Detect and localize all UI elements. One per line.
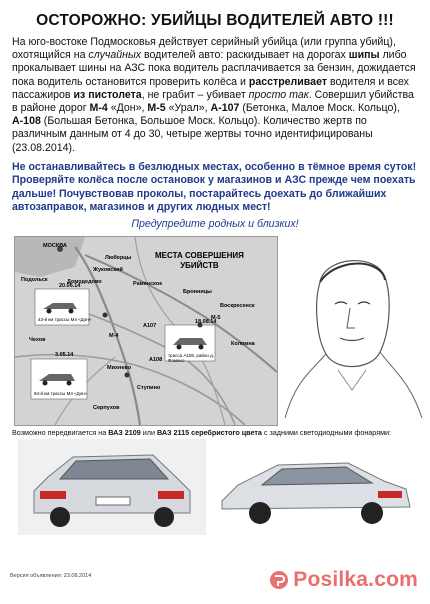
map-label: Домодедово bbox=[67, 279, 102, 286]
map-label: Серпухов bbox=[93, 405, 120, 412]
incident-date: 3.05.14 bbox=[55, 352, 74, 359]
caption-bold: ВАЗ 2109 bbox=[108, 428, 141, 438]
incident-date: 18.08.14 bbox=[195, 319, 217, 326]
version-note: Версия объявления: 23.08.2014 bbox=[10, 573, 92, 579]
intro-text: водителей авто: раскидывает на дорогах bbox=[141, 49, 349, 62]
map-label: Жуковский bbox=[93, 267, 123, 274]
map-label: Люберцы bbox=[105, 255, 132, 262]
road-label: А108 bbox=[149, 357, 163, 364]
intro-paragraph bbox=[12, 36, 418, 155]
intro-emphasis: просто так bbox=[248, 88, 309, 101]
intro-text: «Урал», bbox=[165, 102, 211, 115]
suspect-sketch bbox=[280, 242, 426, 418]
map-label: Чехов bbox=[29, 337, 46, 344]
map-label: Ступино bbox=[137, 385, 161, 392]
intro-text: (Большая Бетонка, Большое Моск. Кольцо). Количество жертв по различным данным от 4 до 30, четыре жертвы точно идентифицированы (23.08.2014). bbox=[12, 115, 373, 154]
warning-text: Не останавливайтесь в безлюдных местах, особенно в тёмное время суток! Проверяйте колёса после остановок у магазинов и АЗС прежде чем поехать дальше! Почувствовав проколы, постарайтесь доехать до ближайших автозаправок, магазинов и других людных мест! bbox=[12, 160, 417, 214]
page-title: ОСТОРОЖНО: УБИЙЦЫ ВОДИТЕЛЕЙ АВТО !!! bbox=[36, 12, 394, 29]
intro-text: (Бетонка, Малое Моск. Кольцо), bbox=[239, 102, 400, 115]
cars-row bbox=[12, 439, 418, 535]
intro-bold: А-108 bbox=[12, 115, 41, 128]
intro-bold: шипы bbox=[348, 49, 380, 62]
caption-text: с задними светодиодными фонарями: bbox=[261, 428, 392, 438]
intro-text: «Дон», bbox=[107, 102, 148, 115]
map-title-line: МЕСТА СОВЕРШЕНИЯ bbox=[155, 251, 244, 261]
posilka-logo-icon bbox=[269, 570, 289, 590]
car-caption bbox=[12, 428, 418, 437]
intro-text: либо прокалывает шины на АЗС пока водитель расплачивается за бензин, дожидается пока водитель остановится проверить колёса и bbox=[12, 49, 416, 88]
intro-text: . Совершил убийства в районе дорог bbox=[12, 88, 414, 115]
map-label: Бронницы bbox=[183, 289, 212, 296]
map-label: Воскресенск bbox=[220, 303, 255, 310]
crime-map bbox=[14, 236, 278, 426]
caption-text: или bbox=[140, 428, 157, 438]
intro-bold: расстреливает bbox=[248, 75, 328, 88]
sketch-graphic bbox=[280, 242, 426, 418]
incident-place: 84-й км трассы М4 «Дон» bbox=[34, 391, 88, 397]
map-label: Подольск bbox=[21, 277, 48, 284]
map-label: Раменское bbox=[133, 281, 163, 288]
incident-date: 20.06.14 bbox=[59, 283, 81, 290]
road-label: М-5 bbox=[211, 315, 221, 322]
images-row bbox=[12, 236, 418, 426]
intro-bold: М-4 bbox=[89, 102, 108, 115]
intro-bold: из пистолета bbox=[73, 88, 142, 101]
vaz-2115-image bbox=[208, 441, 418, 533]
caption-bold: ВАЗ 2115 серебристого цвета bbox=[157, 428, 262, 438]
vaz-2109-image bbox=[18, 439, 206, 535]
intro-emphasis: случайных bbox=[88, 49, 142, 62]
intro-bold: М-5 bbox=[147, 102, 166, 115]
road-label: М-4 bbox=[109, 333, 119, 340]
map-title-line: УБИЙСТВ bbox=[180, 260, 219, 270]
map-title bbox=[155, 251, 244, 270]
watermark-text: Posilka.com bbox=[293, 568, 418, 591]
road-label: А107 bbox=[143, 323, 157, 330]
intro-text: , не грабит – убивает bbox=[141, 88, 249, 101]
intro-text: На юго-востоке Подмосковья действует серийный убийца (или группа убийц), охотящийся на bbox=[12, 36, 396, 62]
map-label: Михнево bbox=[107, 365, 132, 372]
incident-place: трасса А108, район д. Фомино bbox=[168, 353, 214, 364]
caption-text: Возможно передвигается на bbox=[12, 428, 109, 438]
incident-place: 43-й км трассы М4 «Дон» bbox=[38, 317, 92, 323]
warn-relatives-text: Предупредите родных и близких! bbox=[131, 218, 299, 231]
map-label: Коломна bbox=[231, 341, 255, 348]
watermark bbox=[269, 568, 418, 592]
intro-bold: А-107 bbox=[210, 102, 240, 115]
intro-text: водителя и всех пассажиров bbox=[12, 75, 409, 101]
map-label-city: МОСКВА bbox=[43, 243, 67, 250]
